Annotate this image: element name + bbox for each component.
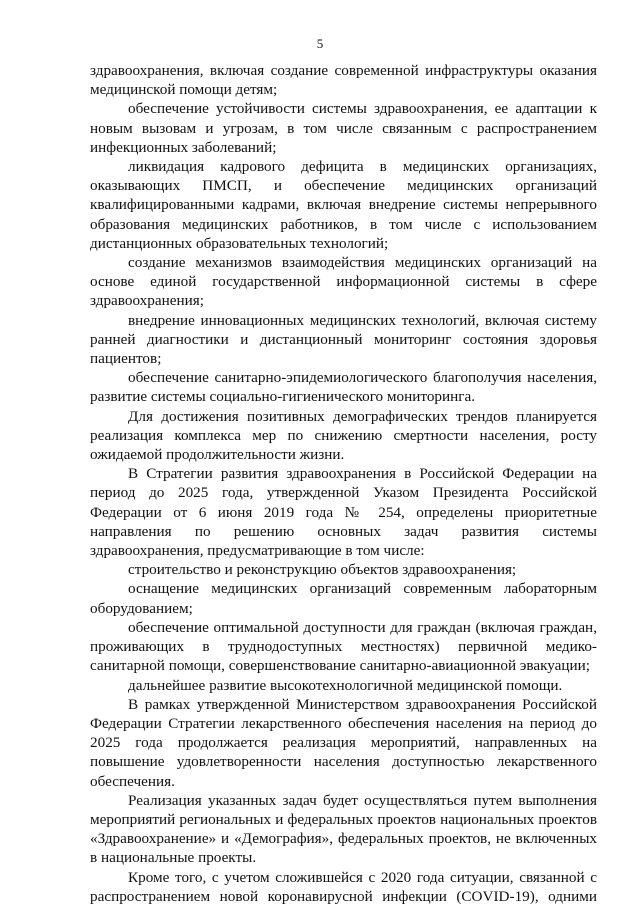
document-body <box>90 61 597 906</box>
paragraph: обеспечение санитарно-эпидемиологического благополучия населения, развитие системы социально-гигиенического мониторинга. <box>90 369 597 406</box>
paragraph: В Стратегии развития здравоохранения в Российской Федерации на период до 2025 года, утвержденной Указом Президента Российской Федерации от 6 июня 2019 года № 254, определены приоритетные направления по решению основных задач развития системы здравоохранения, предусматривающие в том числе: <box>90 465 597 560</box>
paragraph: создание механизмов взаимодействия медицинских организаций на основе единой государственной информационной системы в сфере здравоохранения; <box>90 254 597 310</box>
paragraph: обеспечение устойчивости системы здравоохранения, ее адаптации к новым вызовам и угрозам, в том числе связанным с распространением инфекционных заболеваний; <box>90 100 597 156</box>
paragraph: обеспечение оптимальной доступности для граждан (включая граждан, проживающих в труднодоступных местностях) первичной медико-санитарной помощи, совершенствование санитарно-авиационной эвакуации; <box>90 618 597 675</box>
paragraph: оснащение медицинских организаций современным лабораторным оборудованием; <box>90 580 597 617</box>
paragraph: ликвидация кадрового дефицита в медицинских организациях, оказывающих ПМСП, и обеспечение медицинских организаций квалифицированными кадрами, включая внедрение системы непрерывного образования медицинских работников, в том числе с использованием дистанционных образовательных технологий; <box>90 158 597 252</box>
paragraph: дальнейшее развитие высокотехнологичной медицинской помощи. <box>128 676 563 694</box>
paragraph: В рамках утвержденной Министерством здравоохранения Российской Федерации Стратегии лекарственного обеспечения населения на период до 2025 года продолжается реализация мероприятий, направленных на повышение удовлетворенности населения доступностью лекарственного обеспечения. <box>90 695 597 790</box>
page-number: 5 <box>316 36 324 51</box>
paragraph: строительство и реконструкцию объектов здравоохранения; <box>128 561 517 579</box>
paragraph: Для достижения позитивных демографических трендов планируется реализация комплекса мер по снижению смертности населения, росту ожидаемой продолжительности жизни. <box>90 407 597 464</box>
paragraph: Кроме того, с учетом сложившейся с 2020 года ситуации, связанной с распространением новой коронавирусной инфекции (COVID-19), одними <box>90 868 597 905</box>
paragraph: внедрение инновационных медицинских технологий, включая систему ранней диагностики и дистанционный мониторинг состояния здоровья пациентов; <box>90 311 597 368</box>
paragraph: здравоохранения, включая создание современной инфраструктуры оказания медицинской помощи детям; <box>90 62 597 99</box>
paragraph: Реализация указанных задач будет осуществляться путем выполнения мероприятий региональных и федеральных проектов национальных проектов «Здравоохранение» и «Демография», федеральных проектов, не включенных в национальные проекты. <box>90 791 597 867</box>
